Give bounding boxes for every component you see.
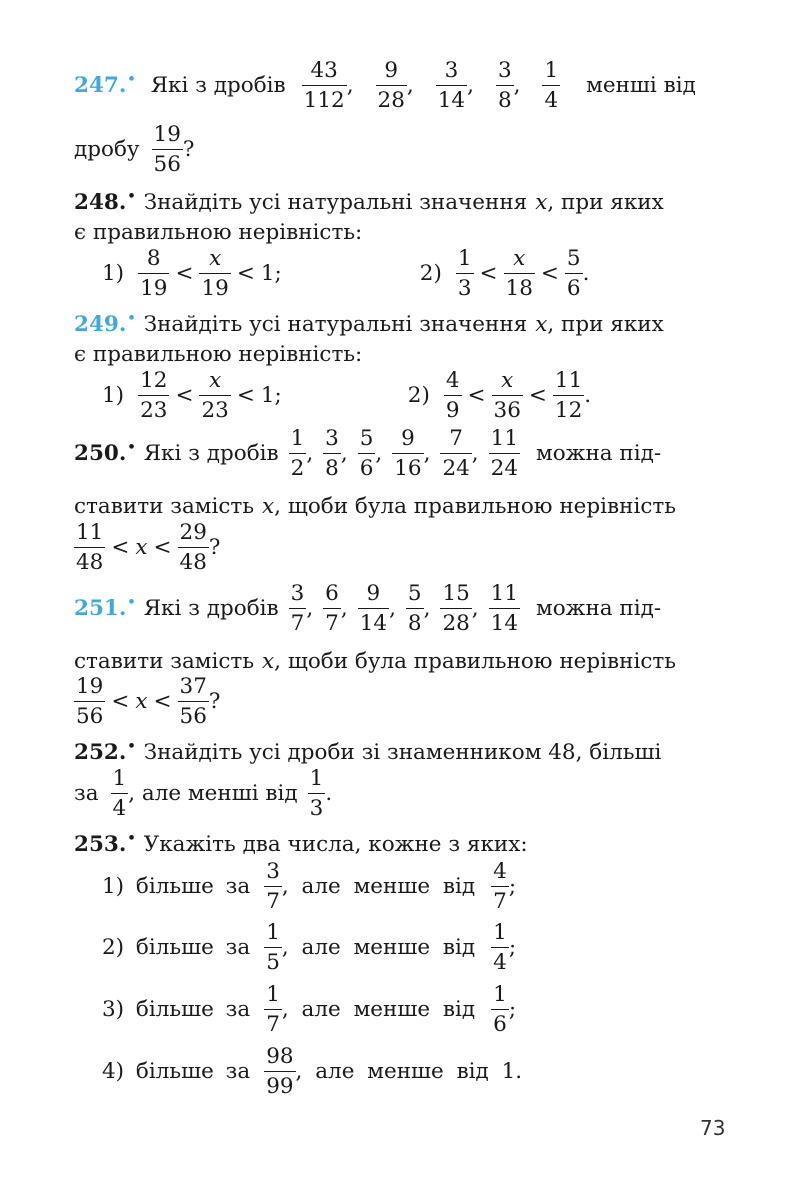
problem-252-line1 bbox=[0, 739, 793, 765]
problem-text: ставити замість bbox=[74, 649, 255, 674]
fraction: $\frac{11}{48}$ bbox=[76, 520, 104, 575]
fraction: $\frac{3}{8}$ bbox=[325, 426, 339, 481]
problem-text: Знайдіть усі дроби зі знаменником 48, більші bbox=[143, 740, 662, 765]
problem-text: можна під- bbox=[536, 595, 662, 621]
problem-248-line2 bbox=[0, 222, 793, 244]
problem-253-line1 bbox=[0, 831, 793, 857]
problem-text: можна під- bbox=[536, 440, 662, 466]
problem-249-line2 bbox=[0, 344, 793, 366]
problem-text: Укажіть два числа, кожне з яких: bbox=[143, 832, 528, 857]
problem-250-inequality: $\frac{11}{48}$ < x < $\frac{29}{48}$ ? bbox=[76, 520, 221, 575]
fraction: $\frac{1}{6}$ bbox=[493, 982, 507, 1037]
problem-251-line1: 251. • Які з дробів $\frac{3}{7}$ , $\frac{6}{7}$ , $\frac{9}{14}$ , $\frac{5}{8}$ , $\frac{15}{28}$ , $\frac{11}{14}$ можна під- bbox=[74, 581, 662, 636]
fraction: $\frac{1}{7}$ bbox=[266, 982, 280, 1037]
problem-251-inequality: $\frac{19}{56}$ < x < $\frac{37}{56}$ ? bbox=[76, 674, 221, 729]
problem-253-item-3: 3) більше за $\frac{1}{7}$ , але менше від $\frac{1}{6}$ ; bbox=[102, 982, 517, 1037]
fraction: $\frac{19}{56}$ bbox=[76, 674, 104, 729]
fraction: $\frac{15}{28}$ bbox=[442, 581, 470, 636]
fraction: $\frac{5}{6}$ bbox=[359, 426, 374, 481]
fraction: $\frac{9}{28}$ bbox=[377, 58, 405, 113]
problem-number: 247. • bbox=[74, 71, 136, 98]
problem-text: Знайдіть усі натуральні значення bbox=[143, 312, 528, 337]
fraction: $\frac{5}{8}$ bbox=[407, 581, 422, 636]
problem-text: Які з дробів bbox=[143, 440, 279, 466]
fraction: $\frac{43}{112}$ bbox=[303, 58, 345, 113]
fraction: $\frac{4}{7}$ bbox=[493, 859, 507, 914]
problem-number: 250. • bbox=[74, 439, 136, 466]
fraction: $\frac{x}{18}$ bbox=[505, 246, 533, 301]
fraction: $\frac{37}{56}$ bbox=[179, 674, 207, 729]
problem-number: 253. • bbox=[74, 831, 136, 857]
fraction: $\frac{1}{2}$ bbox=[290, 426, 305, 481]
fraction: $\frac{1}{3}$ bbox=[309, 766, 324, 821]
problem-253-item-4: 4) більше за $\frac{98}{99}$ , але менше від 1. bbox=[102, 1044, 523, 1099]
problem-text: Які з дробів bbox=[143, 595, 279, 621]
problem-text: дробу bbox=[74, 136, 140, 162]
fraction: $\frac{3}{7}$ bbox=[290, 581, 305, 636]
fraction: $\frac{x}{36}$ bbox=[493, 368, 521, 423]
problem-247-line2: дробу $\frac{19}{56}$ ? bbox=[74, 122, 195, 177]
fraction: $\frac{11}{24}$ bbox=[490, 426, 518, 481]
problem-247-line1: 247. • Які з дробів $\frac{43}{112}$ , $\frac{9}{28}$ , $\frac{3}{14}$ , $\frac{3}{8}$ , $\frac{1}{4}$ менші від bbox=[74, 58, 696, 113]
page-number: 73 bbox=[700, 1116, 726, 1140]
fraction: $\frac{12}{23}$ bbox=[140, 368, 168, 423]
fraction: $\frac{5}{6}$ bbox=[566, 246, 581, 301]
fraction: $\frac{x}{19}$ bbox=[201, 246, 229, 301]
problem-number: 252. • bbox=[74, 739, 136, 765]
problem-text: є правильною нерівність: bbox=[74, 342, 363, 367]
fraction: $\frac{3}{8}$ bbox=[497, 58, 512, 113]
fraction: $\frac{1}{5}$ bbox=[266, 920, 280, 975]
fraction: $\frac{1}{3}$ bbox=[457, 246, 472, 301]
fraction: $\frac{3}{7}$ bbox=[266, 859, 280, 914]
problem-249-line1: 249. • Знайдіть усі натуральні значення x , при яких bbox=[74, 311, 664, 337]
fraction: $\frac{11}{14}$ bbox=[490, 581, 518, 636]
problem-text: Знайдіть усі натуральні значення bbox=[143, 190, 528, 215]
fraction: $\frac{6}{7}$ bbox=[325, 581, 339, 636]
fraction: $\frac{8}{19}$ bbox=[140, 246, 168, 301]
problem-text: є правильною нерівність: bbox=[74, 220, 363, 245]
problem-250-line1: 250. • Які з дробів $\frac{1}{2}$ , $\frac{3}{8}$ , $\frac{5}{6}$ , $\frac{9}{16}$ , $\frac{7}{24}$ , $\frac{11}{24}$ можна під- bbox=[74, 426, 662, 481]
fraction: $\frac{19}{56}$ bbox=[153, 122, 181, 177]
problem-252-line2: за $\frac{1}{4}$ , але менші від $\frac{1}{3}$ . bbox=[74, 766, 333, 821]
problem-253-item-1: 1) більше за $\frac{3}{7}$ , але менше від $\frac{4}{7}$ ; bbox=[102, 859, 517, 914]
fraction: $\frac{9}{16}$ bbox=[394, 426, 422, 481]
fraction: $\frac{11}{12}$ bbox=[554, 368, 583, 423]
problem-number: 251. • bbox=[74, 594, 136, 621]
fraction: $\frac{1}{4}$ bbox=[493, 920, 507, 975]
problem-249-parts: 1) $\frac{12}{23}$ < $\frac{x}{23}$ < 1; 2) $\frac{4}{9}$ < $\frac{x}{36}$ < $\frac{11}{12}$ . bbox=[102, 368, 592, 423]
problem-number: 248. • bbox=[74, 189, 136, 215]
fraction: $\frac{1}{4}$ bbox=[544, 58, 559, 113]
fraction: $\frac{1}{4}$ bbox=[112, 766, 127, 821]
problem-248-line1: 248. • Знайдіть усі натуральні значення x , при яких bbox=[74, 189, 664, 215]
problem-248-parts: 1) $\frac{8}{19}$ < $\frac{x}{19}$ < 1; 2) $\frac{1}{3}$ < $\frac{x}{18}$ < $\frac{5}{6}$ . bbox=[102, 246, 590, 301]
problem-number: 249. • bbox=[74, 311, 136, 337]
fraction: $\frac{7}{24}$ bbox=[442, 426, 470, 481]
problem-253-item-2: 2) більше за $\frac{1}{5}$ , але менше від $\frac{1}{4}$ ; bbox=[102, 920, 517, 975]
fraction: $\frac{29}{48}$ bbox=[179, 520, 207, 575]
fraction: $\frac{9}{14}$ bbox=[359, 581, 388, 636]
fraction: $\frac{x}{23}$ bbox=[201, 368, 229, 423]
fraction: $\frac{3}{14}$ bbox=[437, 58, 466, 113]
problem-text: менші від bbox=[586, 72, 696, 98]
problem-text: Які з дробів bbox=[150, 72, 286, 98]
problem-text: ставити замість bbox=[74, 494, 255, 519]
problem-251-line2: ставити замість x , щоби була правильною нерівність bbox=[74, 649, 676, 674]
fraction: $\frac{4}{9}$ bbox=[445, 368, 460, 423]
problem-250-line2: ставити замість x , щоби була правильною нерівність bbox=[74, 494, 676, 519]
fraction: $\frac{98}{99}$ bbox=[266, 1044, 294, 1099]
